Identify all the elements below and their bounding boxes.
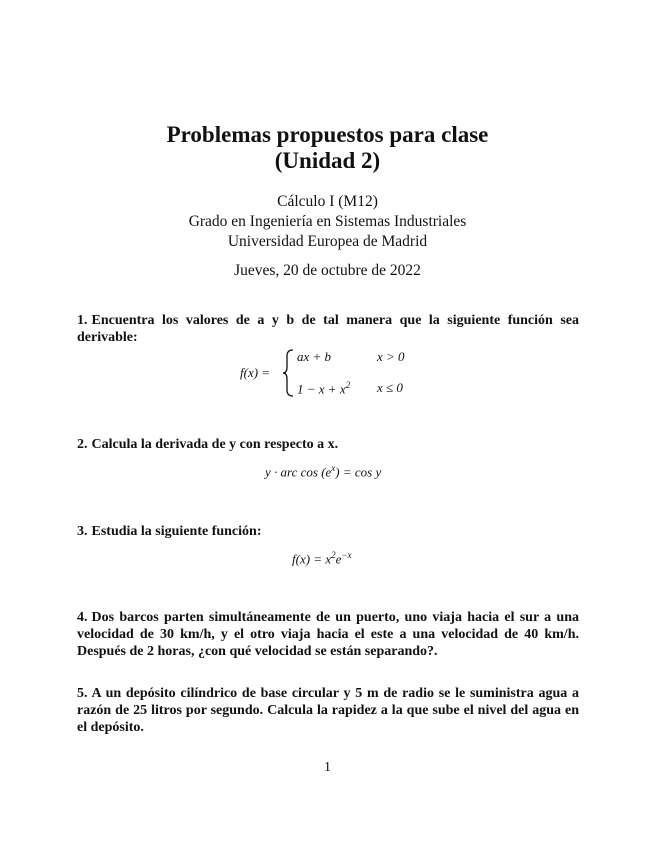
university-name: Universidad Europea de Madrid	[227, 233, 428, 250]
case1-condition: x > 0	[377, 349, 405, 364]
document-title-line2: (Unidad 2)	[274, 148, 381, 173]
formula-lhs: f(x) =	[240, 365, 271, 380]
left-brace	[282, 349, 296, 397]
problem-number: 4.	[77, 610, 88, 625]
implicit-equation: y · arc $\cos (e^x) = \cos y$	[265, 463, 382, 480]
problem-number: 5.	[77, 686, 88, 701]
problem-2	[77, 436, 579, 453]
case2-condition: x ≤ 0	[377, 380, 403, 395]
problem-1	[77, 312, 579, 346]
function-formula: $f(x) = x^2e^{-x}$	[292, 550, 352, 567]
problem-4	[77, 609, 579, 660]
problem-text: Estudia la siguiente función:	[91, 524, 262, 539]
problem-5	[77, 685, 579, 736]
problem-number: 1.	[77, 313, 88, 328]
degree-name: Grado en Ingeniería en Sistemas Industriales	[188, 213, 467, 230]
problem-text: Encuentra los valores de a y b de tal manera que la siguiente función sea derivable:	[77, 313, 579, 345]
document-date: Jueves, 20 de octubre de 2022	[234, 262, 421, 279]
problem-text: Dos barcos parten simultáneamente de un puerto, uno viaja hacia el sur a una velocidad de 30 km/h, y el otro viaja hacia el este a una velocidad de 40 km/h. Después de 2 horas, ¿con qué velocidad se están separando?.	[77, 610, 579, 659]
document-title-line1: Problemas propuestos para clase	[166, 122, 489, 147]
problem-text: Calcula la derivada de y con respecto a x.	[91, 437, 339, 452]
course-name: Cálculo I (M12)	[277, 193, 378, 210]
case1-expression: ax + b	[297, 349, 332, 364]
problem-3	[77, 523, 579, 540]
problem-number: 3.	[77, 524, 88, 539]
problem-number: 2.	[77, 437, 88, 452]
problem-text: A un depósito cilíndrico de base circular y 5 m de radio se le suministra agua a razón de 25 litros por segundo. Calcula la rapidez a la que sube el nivel del agua en el depósito.	[77, 686, 579, 735]
case2-expression: $1 - x + x^2$	[297, 380, 351, 397]
page-number: 1	[324, 760, 331, 775]
